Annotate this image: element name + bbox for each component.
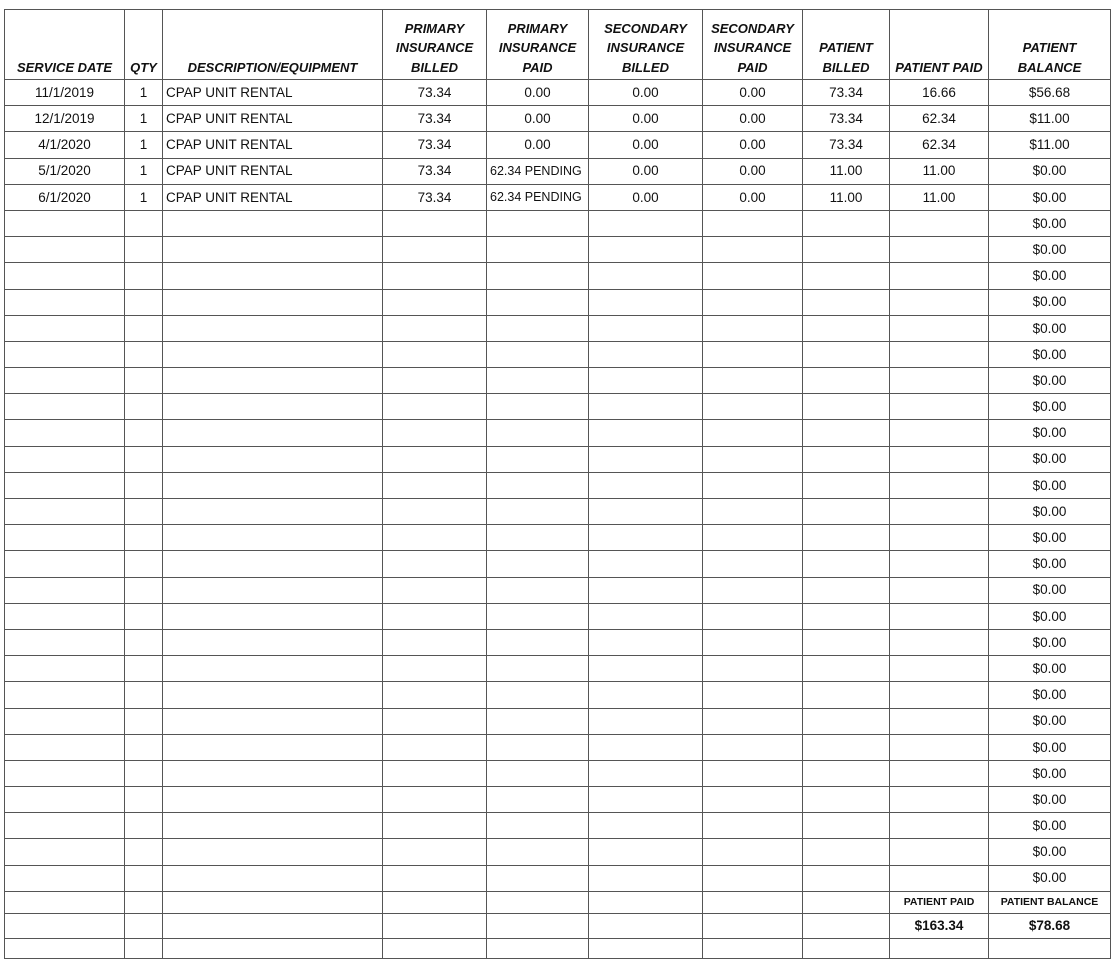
cell-primary-paid: 0.00 — [487, 106, 589, 132]
header-service-date: SERVICE DATE — [5, 10, 125, 80]
cell-patient-balance: $0.00 — [989, 813, 1111, 839]
cell-qty: 1 — [125, 132, 163, 158]
cell-patient-balance: $0.00 — [989, 682, 1111, 708]
cell-patient-balance: $0.00 — [989, 865, 1111, 891]
cell-primary-paid: 62.34 PENDING — [487, 158, 589, 184]
total-patient-paid-label: PATIENT PAID — [890, 891, 989, 913]
table-row-empty — [5, 787, 1111, 813]
table-row — [5, 132, 1111, 158]
cell-secondary-billed: 0.00 — [589, 132, 703, 158]
table-row-empty — [5, 656, 1111, 682]
table-row-empty — [5, 682, 1111, 708]
header-secondary-paid: SECONDARY INSURANCE PAID — [703, 10, 803, 80]
cell-secondary-billed: 0.00 — [589, 184, 703, 210]
cell-patient-billed: 73.34 — [803, 132, 890, 158]
header-patient-paid: PATIENT PAID — [890, 10, 989, 80]
cell-service-date: 12/1/2019 — [5, 106, 125, 132]
cell-patient-balance: $0.00 — [989, 734, 1111, 760]
table-row-empty — [5, 760, 1111, 786]
cell-description: CPAP UNIT RENTAL — [163, 106, 383, 132]
cell-patient-paid: 62.34 — [890, 132, 989, 158]
header-patient-billed: PATIENT BILLED — [803, 10, 890, 80]
cell-patient-balance: $0.00 — [989, 394, 1111, 420]
cell-primary-paid: 0.00 — [487, 132, 589, 158]
header-primary-paid: PRIMARY INSURANCE PAID — [487, 10, 589, 80]
table-row-empty — [5, 551, 1111, 577]
cell-patient-balance: $56.68 — [989, 80, 1111, 106]
trailing-row — [5, 938, 1111, 958]
table-row-empty — [5, 813, 1111, 839]
cell-patient-balance: $0.00 — [989, 603, 1111, 629]
cell-patient-balance: $0.00 — [989, 525, 1111, 551]
billing-table — [4, 9, 1111, 959]
table-row-empty — [5, 629, 1111, 655]
cell-patient-balance: $0.00 — [989, 629, 1111, 655]
cell-secondary-paid: 0.00 — [703, 106, 803, 132]
cell-description: CPAP UNIT RENTAL — [163, 132, 383, 158]
totals-value-row — [5, 913, 1111, 938]
header-qty: QTY — [125, 10, 163, 80]
cell-patient-paid: 11.00 — [890, 184, 989, 210]
cell-patient-balance: $0.00 — [989, 787, 1111, 813]
cell-secondary-paid: 0.00 — [703, 132, 803, 158]
table-row-empty — [5, 210, 1111, 236]
cell-patient-balance: $0.00 — [989, 708, 1111, 734]
cell-patient-billed: 11.00 — [803, 158, 890, 184]
cell-patient-balance: $0.00 — [989, 839, 1111, 865]
table-row — [5, 158, 1111, 184]
cell-qty: 1 — [125, 158, 163, 184]
table-row-empty — [5, 472, 1111, 498]
cell-qty: 1 — [125, 80, 163, 106]
cell-patient-balance: $0.00 — [989, 237, 1111, 263]
cell-patient-balance: $0.00 — [989, 210, 1111, 236]
table-body — [5, 80, 1111, 892]
cell-patient-balance: $0.00 — [989, 656, 1111, 682]
table-row-empty — [5, 315, 1111, 341]
table-row-empty — [5, 420, 1111, 446]
cell-service-date: 11/1/2019 — [5, 80, 125, 106]
cell-patient-balance: $0.00 — [989, 551, 1111, 577]
table-row — [5, 106, 1111, 132]
cell-patient-paid: 11.00 — [890, 158, 989, 184]
cell-primary-billed: 73.34 — [383, 106, 487, 132]
table-row-empty — [5, 263, 1111, 289]
cell-service-date: 4/1/2020 — [5, 132, 125, 158]
table-row-empty — [5, 839, 1111, 865]
table-row-empty — [5, 603, 1111, 629]
cell-secondary-billed: 0.00 — [589, 106, 703, 132]
table-row-empty — [5, 577, 1111, 603]
cell-primary-paid: 62.34 PENDING — [487, 184, 589, 210]
cell-service-date: 6/1/2020 — [5, 184, 125, 210]
cell-patient-balance: $0.00 — [989, 472, 1111, 498]
cell-patient-balance: $0.00 — [989, 315, 1111, 341]
cell-patient-balance: $0.00 — [989, 577, 1111, 603]
header-primary-billed: PRIMARY INSURANCE BILLED — [383, 10, 487, 80]
cell-secondary-paid: 0.00 — [703, 80, 803, 106]
cell-patient-billed: 73.34 — [803, 80, 890, 106]
header-description: DESCRIPTION/EQUIPMENT — [163, 10, 383, 80]
cell-patient-balance: $0.00 — [989, 158, 1111, 184]
cell-qty: 1 — [125, 184, 163, 210]
table-row-empty — [5, 525, 1111, 551]
table-row-empty — [5, 289, 1111, 315]
cell-patient-balance: $0.00 — [989, 263, 1111, 289]
cell-patient-balance: $0.00 — [989, 341, 1111, 367]
cell-primary-paid: 0.00 — [487, 80, 589, 106]
billing-sheet — [4, 0, 1110, 976]
table-row-empty — [5, 446, 1111, 472]
cell-patient-balance: $0.00 — [989, 368, 1111, 394]
table-row-empty — [5, 499, 1111, 525]
table-row-empty — [5, 368, 1111, 394]
cell-patient-billed: 11.00 — [803, 184, 890, 210]
table-row-empty — [5, 341, 1111, 367]
cell-description: CPAP UNIT RENTAL — [163, 80, 383, 106]
cell-primary-billed: 73.34 — [383, 158, 487, 184]
cell-patient-balance: $0.00 — [989, 289, 1111, 315]
table-row — [5, 80, 1111, 106]
cell-patient-balance: $11.00 — [989, 132, 1111, 158]
cell-patient-balance: $0.00 — [989, 446, 1111, 472]
table-row-empty — [5, 237, 1111, 263]
total-patient-balance-value: $78.68 — [989, 913, 1111, 938]
total-patient-balance-label: PATIENT BALANCE — [989, 891, 1111, 913]
table-row-empty — [5, 708, 1111, 734]
header-patient-balance: PATIENT BALANCE — [989, 10, 1111, 80]
total-patient-paid-value: $163.34 — [890, 913, 989, 938]
cell-description: CPAP UNIT RENTAL — [163, 158, 383, 184]
cell-description: CPAP UNIT RENTAL — [163, 184, 383, 210]
table-row-empty — [5, 865, 1111, 891]
cell-secondary-billed: 0.00 — [589, 80, 703, 106]
cell-secondary-paid: 0.00 — [703, 184, 803, 210]
cell-service-date: 5/1/2020 — [5, 158, 125, 184]
header-secondary-billed: SECONDARY INSURANCE BILLED — [589, 10, 703, 80]
cell-patient-paid: 62.34 — [890, 106, 989, 132]
cell-primary-billed: 73.34 — [383, 132, 487, 158]
cell-patient-billed: 73.34 — [803, 106, 890, 132]
cell-secondary-billed: 0.00 — [589, 158, 703, 184]
totals-label-row — [5, 891, 1111, 913]
table-row-empty — [5, 394, 1111, 420]
cell-primary-billed: 73.34 — [383, 80, 487, 106]
table-row — [5, 184, 1111, 210]
cell-patient-balance: $0.00 — [989, 760, 1111, 786]
cell-secondary-paid: 0.00 — [703, 158, 803, 184]
table-row-empty — [5, 734, 1111, 760]
cell-patient-balance: $0.00 — [989, 420, 1111, 446]
cell-patient-balance: $0.00 — [989, 499, 1111, 525]
cell-primary-billed: 73.34 — [383, 184, 487, 210]
cell-patient-balance: $0.00 — [989, 184, 1111, 210]
cell-qty: 1 — [125, 106, 163, 132]
header-row — [5, 10, 1111, 80]
cell-patient-paid: 16.66 — [890, 80, 989, 106]
cell-patient-balance: $11.00 — [989, 106, 1111, 132]
